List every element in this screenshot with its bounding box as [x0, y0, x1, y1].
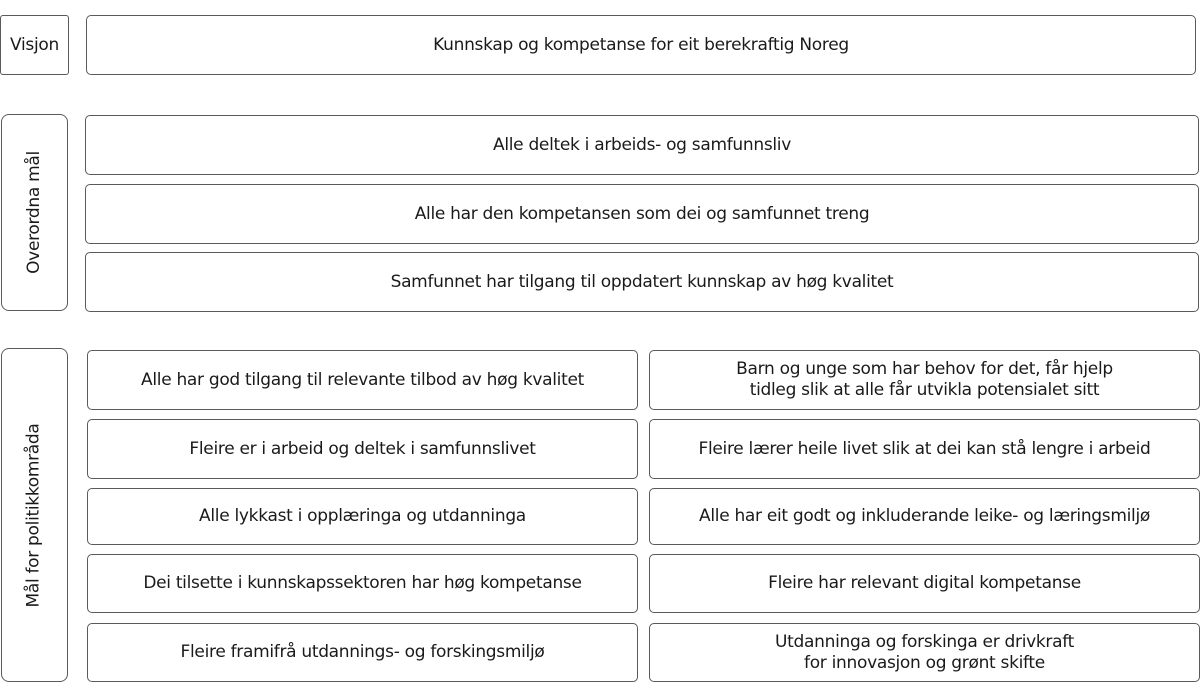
vision-text: Kunnskap og kompetanse for eit berekraftig Noreg [433, 34, 849, 55]
overarching-goal-box [85, 115, 1199, 175]
overarching-goal-box [85, 184, 1199, 244]
policy-goal-box-left [87, 350, 638, 410]
policy-goal-text: Alle lykkast i opplæringa og utdanninga [199, 506, 526, 526]
overarching-goal-text: Alle har den kompetansen som dei og samfunnet treng [414, 203, 870, 224]
policy-goal-text: Fleire har relevant digital kompetanse [768, 573, 1081, 593]
policy-goal-text: Barn og unge som har behov for det, får hjelp tidleg slik at alle får utvikla potensialet sitt [736, 359, 1113, 400]
policy-goal-box-right [649, 419, 1200, 479]
policy-goal-text: Fleire framifrå utdannings- og forskingsmiljø [180, 642, 545, 662]
overarching-goals-label-text: Overordna mål [24, 151, 45, 274]
policy-goal-box-right [649, 554, 1200, 613]
policy-goals-label-text: Mål for politikkområda [24, 422, 45, 608]
overarching-goal-text: Alle deltek i arbeids- og samfunnsliv [493, 134, 791, 155]
policy-goal-text: Alle har god tilgang til relevante tilbod av høg kvalitet [141, 369, 584, 390]
policy-goal-box-right [649, 623, 1200, 682]
policy-goal-text: Dei tilsette i kunnskapssektoren har høg kompetanse [143, 573, 582, 593]
policy-goal-text: Alle har eit godt og inkluderande leike- og læringsmiljø [699, 506, 1150, 526]
policy-goal-box-left [87, 623, 638, 682]
policy-goals-label [1, 348, 68, 682]
policy-goal-text: Fleire er i arbeid og deltek i samfunnslivet [189, 438, 536, 459]
policy-goal-box-left [87, 554, 638, 613]
overarching-goal-box [85, 252, 1199, 312]
policy-goal-box-right [649, 488, 1200, 545]
policy-goal-text: Fleire lærer heile livet slik at dei kan stå lengre i arbeid [698, 438, 1151, 459]
vision-label [0, 15, 69, 75]
vision-label-text: Visjon [10, 34, 59, 55]
policy-goal-box-right [649, 350, 1200, 410]
policy-goal-box-left [87, 488, 638, 545]
policy-goal-box-left [87, 419, 638, 479]
overarching-goals-label [1, 114, 68, 311]
overarching-goal-text: Samfunnet har tilgang til oppdatert kunnskap av høg kvalitet [390, 271, 894, 292]
policy-goal-text: Utdanninga og forskinga er drivkraft for innovasjon og grønt skifte [775, 631, 1074, 673]
vision-box [86, 15, 1196, 75]
